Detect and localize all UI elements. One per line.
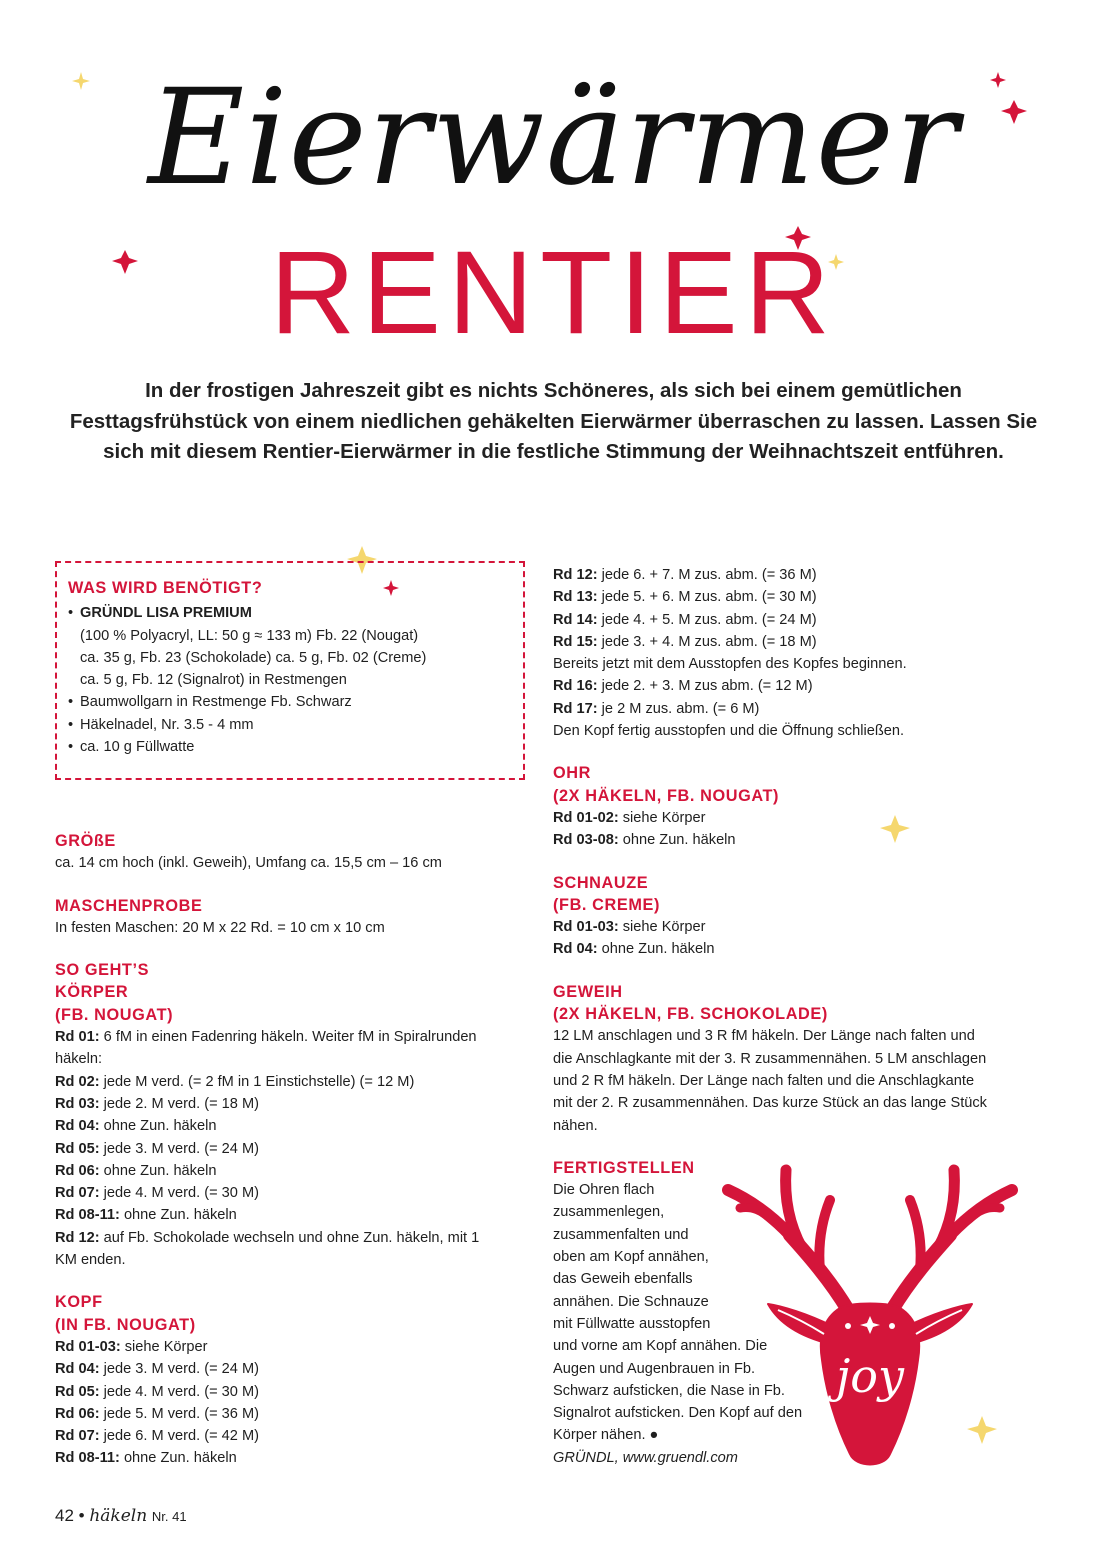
row-instruction-cont: KM enden. — [55, 1252, 126, 1269]
size-text: ca. 14 cm hoch (inkl. Geweih), Umfang ca. 15,5 cm – 16 cm — [55, 855, 442, 872]
row-instruction: Rd 03-08: ohne Zun. häkeln — [553, 832, 736, 849]
page-number: 42 — [55, 1506, 74, 1525]
row-instruction: Rd 03: jede 2. M verd. (= 18 M) — [55, 1095, 259, 1112]
antler-text-line: mit der 2. R zusammennähen. Das kurze Stück an das lange Stück — [553, 1095, 987, 1112]
row-instruction: Rd 12: jede 6. + 7. M zus. abm. (= 36 M) — [553, 567, 817, 583]
finish-text-line: Schwarz aufsticken, die Nase in Fb. — [553, 1382, 785, 1399]
section-heading-instructions: SO GEHT’S — [55, 961, 150, 980]
instruction-note: Bereits jetzt mit dem Ausstopfen des Kopfes beginnen. — [553, 656, 907, 673]
row-instruction: Rd 17: je 2 M zus. abm. (= 6 M) — [553, 700, 760, 717]
antler-text-line: und 2 R fM häkeln. Der Länge nach falten und die Anschlagkante — [553, 1072, 975, 1089]
gauge-text: In festen Maschen: 20 M x 22 Rd. = 10 cm x 10 cm — [55, 919, 385, 936]
row-instruction: Rd 12: auf Fb. Schokolade wechseln und ohne Zun. häkeln, mit 1 — [55, 1229, 480, 1246]
section-subheading-antler: (2X HÄKELN, FB. SCHOKOLADE) — [553, 1005, 828, 1024]
credit-brand: GRÜNDL — [553, 1449, 615, 1466]
antler-text-line: nähen. — [553, 1117, 598, 1134]
row-instruction: Rd 05: jede 3. M verd. (= 24 M) — [55, 1140, 259, 1157]
row-instruction: Rd 04: ohne Zun. häkeln — [553, 941, 715, 958]
section-subheading-head: (IN FB. NOUGAT) — [55, 1315, 196, 1334]
magazine-name: häkeln — [89, 1506, 148, 1526]
finish-text-line: und vorne am Kopf annähen. Die — [553, 1338, 768, 1355]
list-item — [68, 602, 511, 624]
section-heading-ear: OHR — [553, 764, 591, 783]
row-instruction: Rd 05: jede 4. M verd. (= 30 M) — [55, 1383, 259, 1400]
row-instruction: Rd 01: 6 fM in einen Fadenring häkeln. Weiter fM in Spiralrunden — [55, 1029, 477, 1046]
row-instruction: Rd 01-02: siehe Körper — [553, 809, 706, 826]
list-item: • Baumwollgarn in Restmenge Fb. Schwarz — [68, 691, 511, 713]
row-instruction: Rd 08-11: ohne Zun. häkeln — [55, 1207, 237, 1224]
row-instruction: Rd 16: jede 2. + 3. M zus abm. (= 12 M) — [553, 678, 813, 695]
list-item: • ca. 10 g Füllwatte — [68, 736, 511, 758]
row-instruction: Rd 14: jede 4. + 5. M zus. abm. (= 24 M) — [553, 611, 817, 628]
row-instruction: Rd 02: jede M verd. (= 2 fM in 1 Einstichstelle) (= 12 M) — [55, 1073, 415, 1090]
finish-text-line: Signalrot aufsticken. Den Kopf auf den — [553, 1405, 803, 1422]
yarn-detail: ca. 35 g, Fb. 23 (Schokolade) ca. 5 g, Fb. 02 (Creme) — [80, 649, 427, 666]
antler-text-line: 12 LM anschlagen und 3 R fM häkeln. Der Länge nach falten und — [553, 1028, 975, 1045]
finish-text-line: annähen. Die Schnauze — [553, 1293, 709, 1310]
yarn-name: GRÜNDL LISA PREMIUM — [80, 605, 252, 622]
credit-url: www.gruendl.com — [622, 1449, 738, 1466]
section-heading-antler: GEWEIH — [553, 982, 623, 1001]
finish-text-line: zusammenlegen, — [553, 1204, 665, 1221]
section-heading-gauge: MASCHENPROBE — [55, 896, 203, 915]
section-heading-body: KÖRPER — [55, 983, 129, 1002]
section-heading-finish: FERTIGSTELLEN — [553, 1158, 695, 1177]
finish-text-line: Augen und Augenbrauen in Fb. — [553, 1360, 756, 1377]
page-title: RENTIER — [270, 227, 837, 359]
row-instruction: Rd 08-11: ohne Zun. häkeln — [55, 1450, 237, 1467]
instruction-note: Den Kopf fertig ausstopfen und die Öffnung schließen. — [553, 723, 905, 740]
row-instruction: Rd 01-03: siehe Körper — [55, 1338, 208, 1355]
section-subheading-body: (FB. NOUGAT) — [55, 1005, 174, 1024]
materials-list — [68, 602, 511, 758]
row-instruction: Rd 15: jede 3. + 4. M zus. abm. (= 18 M) — [553, 633, 817, 650]
finish-text-line: Die Ohren flach — [553, 1182, 655, 1199]
section-subheading-snout: (FB. CREME) — [553, 895, 660, 914]
row-instruction: Rd 06: jede 5. M verd. (= 36 M) — [55, 1405, 259, 1422]
materials-heading: WAS WIRD BENÖTIGT? — [68, 579, 263, 597]
finish-text-line: oben am Kopf annähen, — [553, 1249, 709, 1266]
finish-text-line: zusammenfalten und — [553, 1226, 689, 1243]
section-heading-head: KOPF — [55, 1293, 103, 1312]
row-instruction: Rd 04: ohne Zun. häkeln — [55, 1118, 217, 1135]
antler-text-line: die Anschlagkante mit der 3. R zusammennähen. 5 LM anschlagen — [553, 1050, 987, 1067]
section-heading-snout: SCHNAUZE — [553, 873, 649, 892]
credit-line: GRÜNDL, www.gruendl.com — [553, 1449, 738, 1466]
row-instruction: Rd 13: jede 5. + 6. M zus. abm. (= 30 M) — [553, 589, 817, 606]
finish-text-line: das Geweih ebenfalls — [553, 1271, 693, 1288]
row-instruction: Rd 07: jede 6. M verd. (= 42 M) — [55, 1428, 259, 1445]
page-footer — [55, 1506, 187, 1526]
footer-bullet: • — [78, 1506, 85, 1525]
section-heading-size: GRÖßE — [55, 832, 116, 850]
issue-number: Nr. 41 — [151, 1509, 187, 1524]
joy-lettering: joy — [836, 1349, 904, 1403]
row-instruction: Rd 07: jede 4. M verd. (= 30 M) — [55, 1185, 259, 1202]
script-title: Eierwärmer — [148, 61, 959, 215]
intro-paragraph: In der frostigen Jahreszeit gibt es nichts Schöneres, als sich bei einem gemütlichen Festtagsfrühstück von einem niedlichen gehäkelten Eierwärmer überraschen zu lassen. Lassen Sie sich mit diesem Rentier-Eierwärmer in die festliche Stimmung der Weihnachtszeit entführen. — [69, 379, 1038, 463]
list-item: • Häkelnadel, Nr. 3.5 - 4 mm — [68, 714, 511, 736]
reindeer-head-icon — [720, 1130, 1020, 1480]
yarn-detail: ca. 5 g, Fb. 12 (Signalrot) in Restmengen — [80, 672, 347, 689]
finish-text-line: mit Füllwatte ausstopfen — [553, 1315, 711, 1332]
finish-text-line: Körper nähen. ● — [553, 1427, 659, 1444]
row-instruction-cont: häkeln: — [55, 1051, 103, 1068]
left-column — [55, 830, 530, 1470]
row-instruction: Rd 06: ohne Zun. häkeln — [55, 1162, 217, 1179]
materials-box — [55, 561, 525, 780]
section-subheading-ear: (2X HÄKELN, FB. NOUGAT) — [553, 786, 780, 805]
yarn-detail: (100 % Polyacryl, LL: 50 g ≈ 133 m) Fb. 22 (Nougat) — [80, 627, 419, 644]
row-instruction: Rd 04: jede 3. M verd. (= 24 M) — [55, 1361, 259, 1378]
row-instruction: Rd 01-03: siehe Körper — [553, 919, 706, 936]
